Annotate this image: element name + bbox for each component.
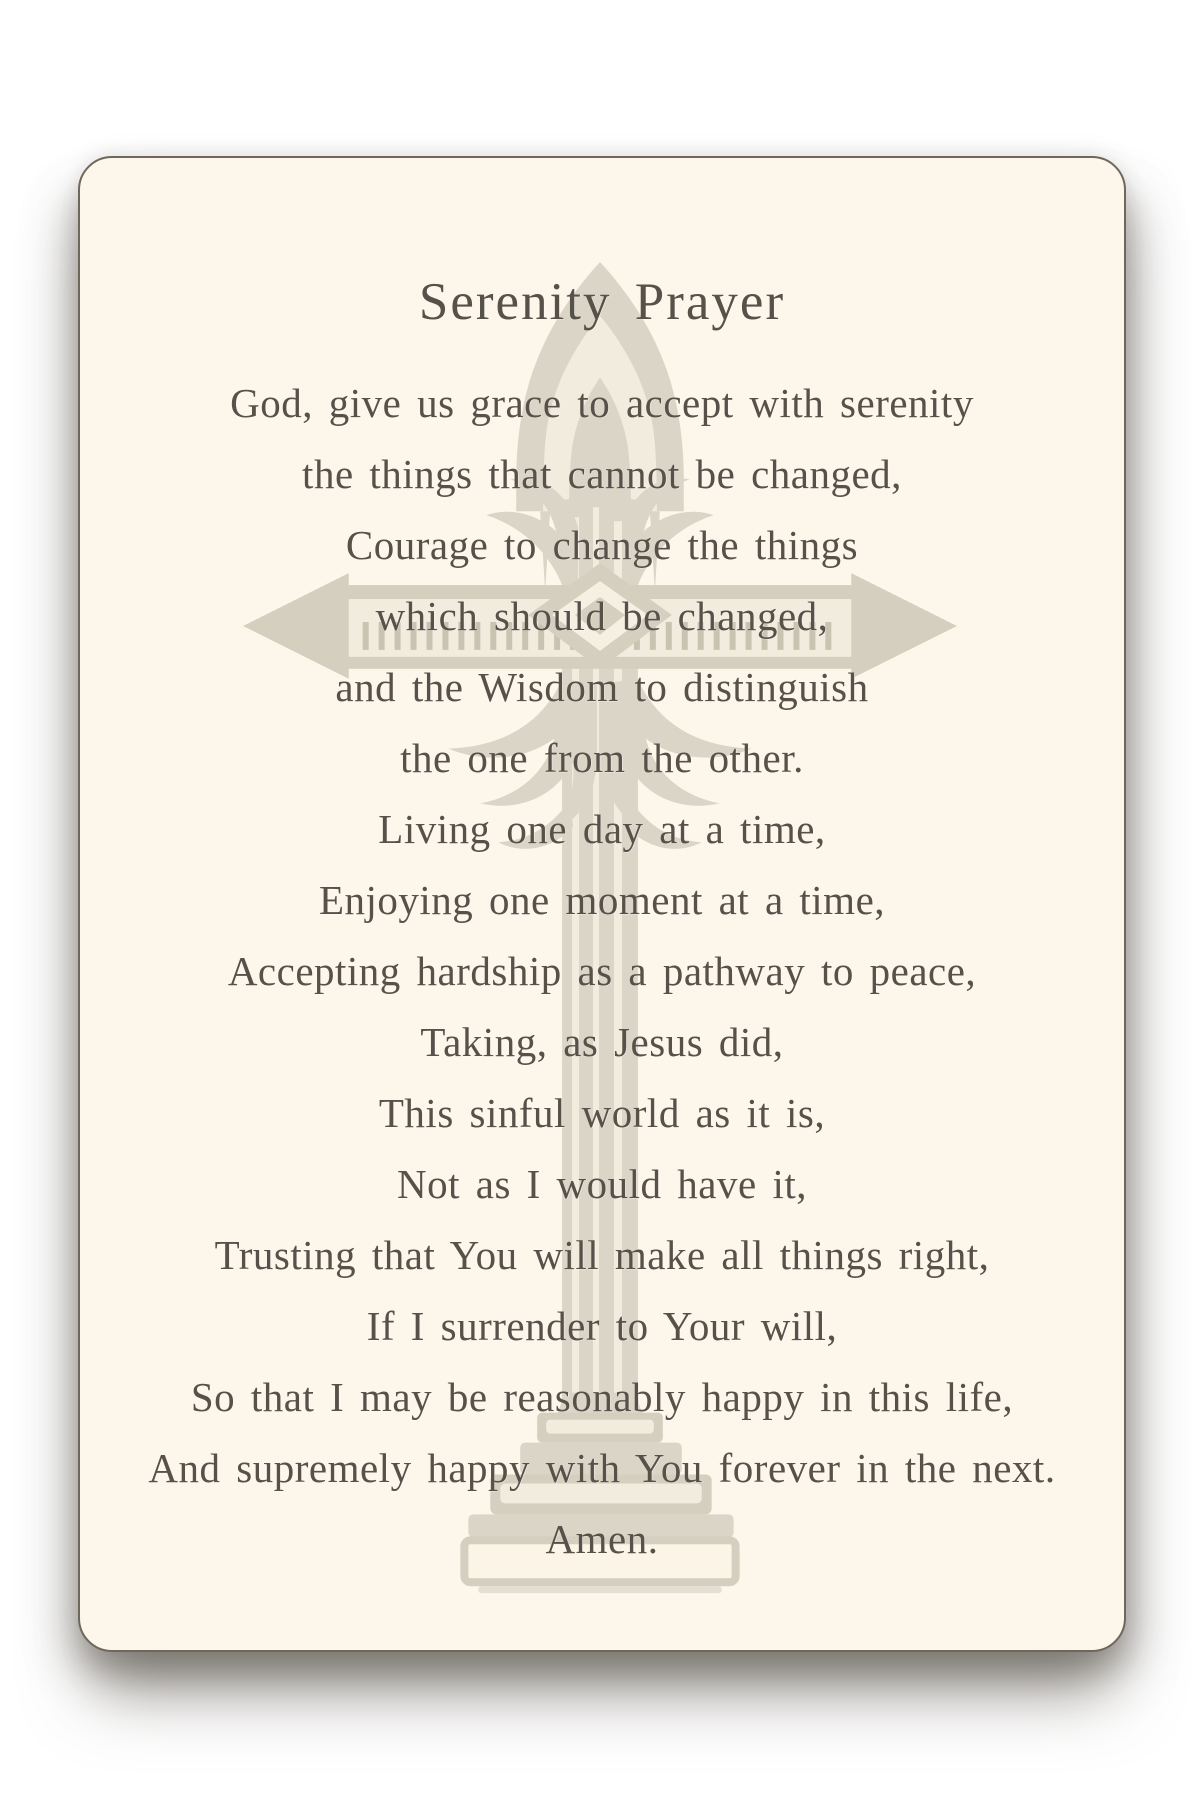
prayer-line-6: the one from the other. bbox=[400, 735, 804, 781]
prayer-line-2: the things that cannot be changed, bbox=[302, 451, 902, 497]
prayer-line-16: And supremely happy with You forever in the next. bbox=[148, 1445, 1056, 1491]
prayer-line-3: Courage to change the things bbox=[345, 522, 859, 568]
prayer-text bbox=[80, 158, 1124, 1650]
prayer-line-5: and the Wisdom to distinguish bbox=[335, 664, 869, 710]
prayer-line-13: Trusting that You will make all things right, bbox=[214, 1232, 990, 1278]
prayer-line-15: So that I may be reasonably happy in this life, bbox=[190, 1374, 1014, 1420]
prayer-title: Serenity Prayer bbox=[418, 273, 786, 331]
prayer-line-4: which should be changed, bbox=[375, 593, 829, 639]
prayer-line-12: Not as I would have it, bbox=[397, 1161, 807, 1207]
prayer-line-7: Living one day at a time, bbox=[378, 806, 826, 852]
prayer-card bbox=[78, 156, 1126, 1652]
amen-line: Amen. bbox=[545, 1516, 659, 1562]
prayer-line-10: Taking, as Jesus did, bbox=[420, 1019, 784, 1065]
prayer-line-1: God, give us grace to accept with serenity bbox=[230, 380, 974, 426]
prayer-line-11: This sinful world as it is, bbox=[378, 1090, 826, 1136]
prayer-line-9: Accepting hardship as a pathway to peace, bbox=[227, 948, 977, 994]
prayer-line-14: If I surrender to Your will, bbox=[366, 1303, 838, 1349]
prayer-line-8: Enjoying one moment at a time, bbox=[318, 877, 886, 923]
